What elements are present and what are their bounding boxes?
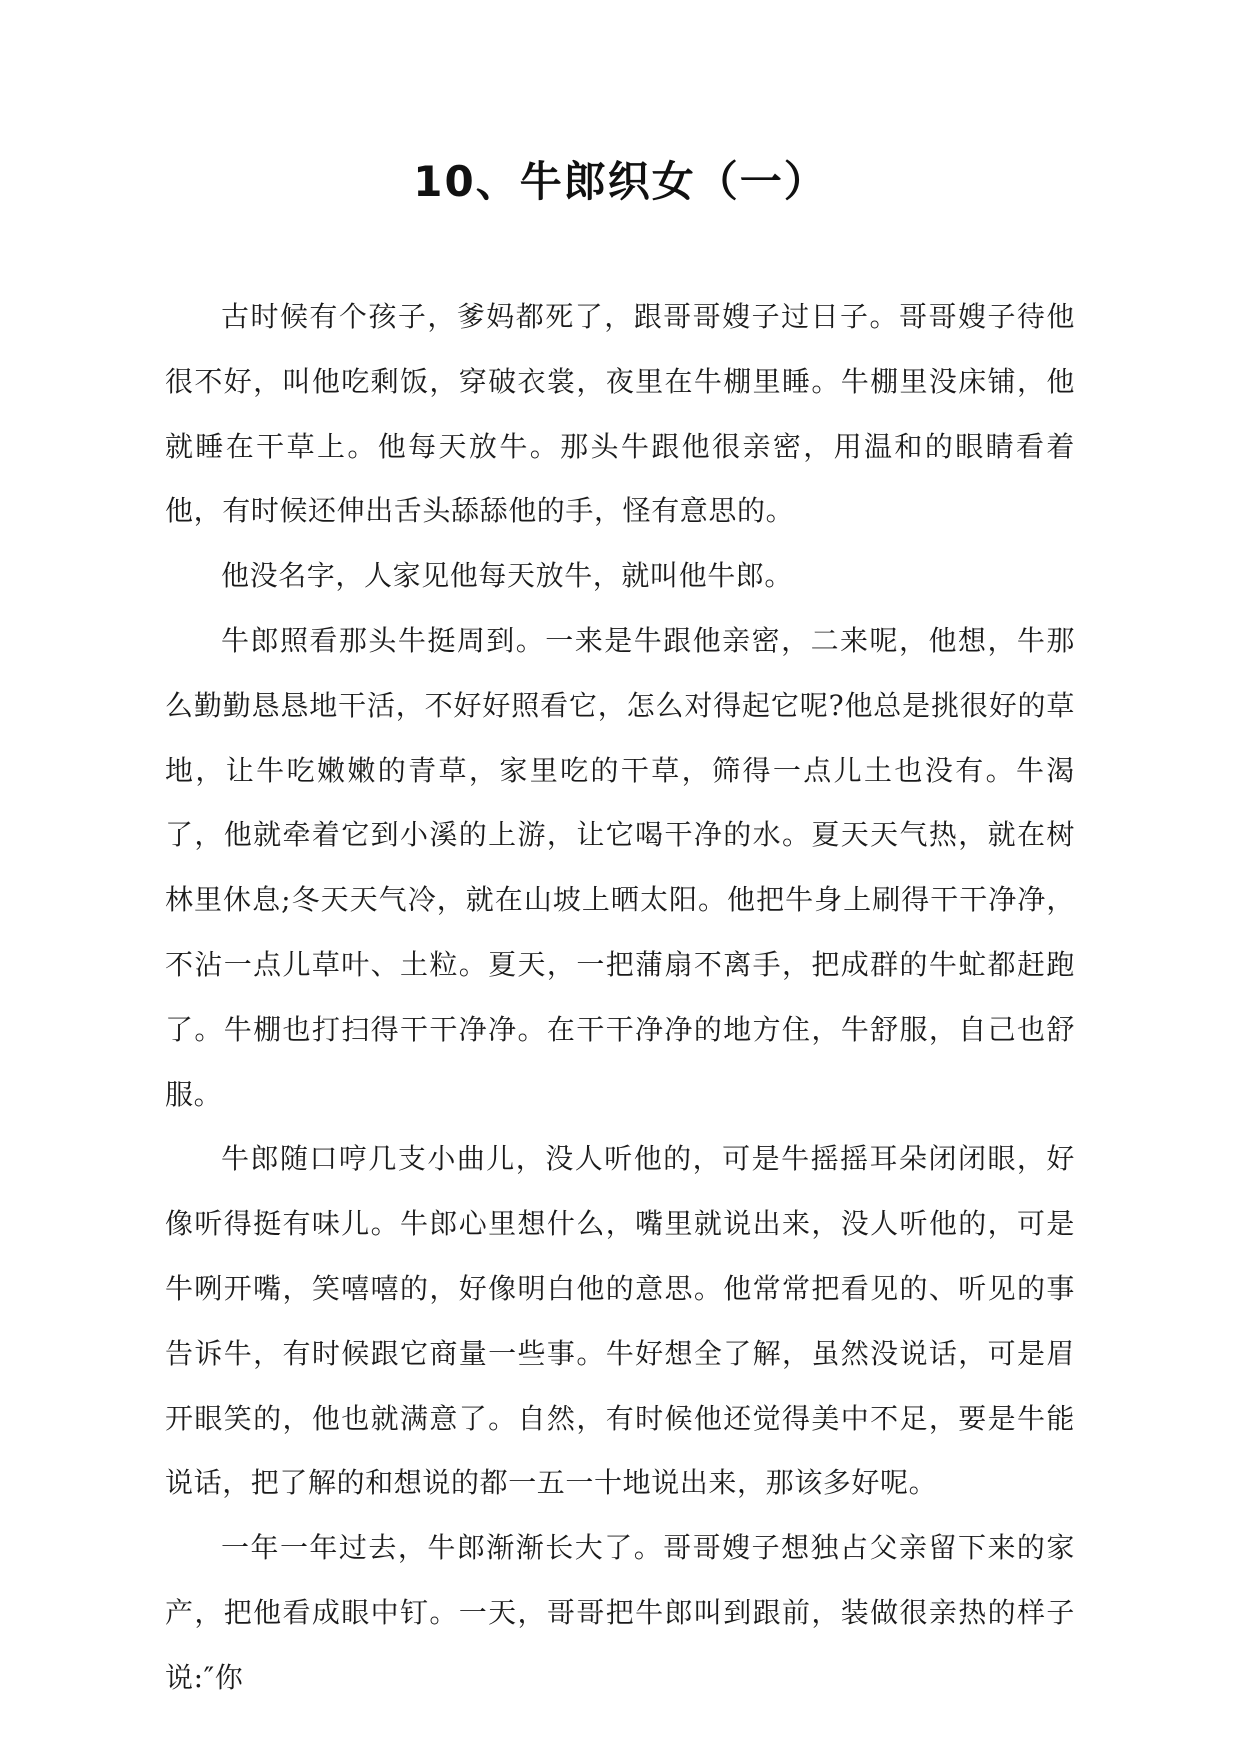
paragraph-3: 牛郎照看那头牛挺周到。一来是牛跟他亲密，二来呢，他想，牛那么勤勤恳恳地干活，不好好照看它，怎么对得起它呢?他总是挑很好的草地，让牛吃嫩嫩的青草，家里吃的干草，筛得一点儿土也没有。牛渴了，他就牵着它到小溪的上游，让它喝干净的水。夏天天气热，就在树林里休息;冬天天气冷，就在山坡上晒太阳。他把牛身上刷得干干净净，不沾一点儿草叶、土粒。夏天，一把蒲扇不离手，把成群的牛虻都赶跑了。牛棚也打扫得干干净净。在干干净净的地方住，牛舒服，自己也舒服。 [165,623,1075,1111]
document-title: 10、牛郎织女（一） [413,157,828,206]
paragraph-4: 牛郎随口哼几支小曲儿，没人听他的，可是牛摇摇耳朵闭闭眼，好像听得挺有味儿。牛郎心里想什么，嘴里就说出来，没人听他的，可是牛咧开嘴，笑嘻嘻的，好像明白他的意思。他常常把看见的、听见的事告诉牛，有时候跟它商量一些事。牛好想全了解，虽然没说话，可是眉开眼笑的，他也就满意了。自然，有时候他还觉得美中不足，要是牛能说话，把了解的和想说的都一五一十地说出来，那该多好呢。 [165,1142,1075,1500]
paragraph-5: 一年一年过去，牛郎渐渐长大了。哥哥嫂子想独占父亲留下来的家产，把他看成眼中钉。一天，哥哥把牛郎叫到跟前，装做很亲热的样子说:″你 [165,1531,1075,1694]
paragraph-2: 他没名字，人家见他每天放牛，就叫他牛郎。 [221,559,794,593]
paragraph-1: 古时候有个孩子，爹妈都死了，跟哥哥嫂子过日子。哥哥嫂子待他很不好，叫他吃剩饭，穿破衣裳，夜里在牛棚里睡。牛棚里没床铺，他就睡在干草上。他每天放牛。那头牛跟他很亲密，用温和的眼睛看着他，有时候还伸出舌头舔舔他的手，怪有意思的。 [165,300,1075,528]
document-body [165,285,1075,1711]
